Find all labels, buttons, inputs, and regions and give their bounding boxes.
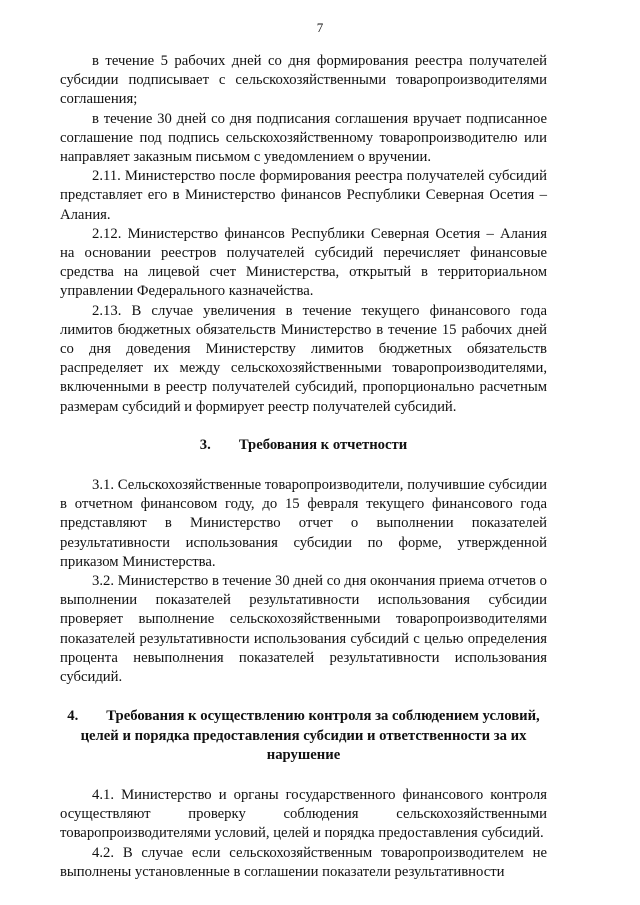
- section-3-number: 3.: [199, 436, 211, 453]
- page-number: 7: [316, 20, 324, 35]
- section-3-title: Требования к отчетности: [238, 436, 408, 453]
- paragraph: 3.2. Министерство в течение 30 дней со дня окончания приема отчетов о выполнении показателей результативности использования субсидии проверяет выполнение сельскохозяйственными товаропроизводителями показателей результативности использования субсидий с целью определения процента невыполнения показателей результативности использования субсидий.: [60, 573, 547, 686]
- section-4-title: Требования к осуществлению контроля за соблюдением условий, целей и порядка предоставления субсидии и ответственности за их нарушение: [80, 708, 540, 763]
- section-4-number: 4.: [67, 708, 79, 725]
- paragraph: 2.12. Министерство финансов Республики Северная Осетия – Алания на основании реестров получателей субсидий перечисляет финансовые средства на лицевой счет Министерства, открытый в территориальном управлении Федерального казначейства.: [60, 225, 547, 300]
- paragraph: 3.1. Сельскохозяйственные товаропроизводители, получившие субсидии в отчетном финансовом году, до 15 февраля текущего финансового года представляют в Министерство отчет о выполнении показателей результативности использования субсидии по форме, утвержденной приказом Министерства.: [60, 477, 547, 570]
- section-4-heading: [60, 707, 547, 765]
- paragraph: 2.13. В случае увеличения в течение текущего финансового года лимитов бюджетных обязательств Министерство в течение 15 рабочих дней со дня доведения Министерству лимитов бюджетных обязательств распределяет их между сельскохозяйственными товаропроизводителями, включенными в реестр получателей субсидий, пропорционально расчетным размерам субсидий и формирует реестр получателей субсидий.: [60, 302, 547, 415]
- paragraph: в течение 5 рабочих дней со дня формирования реестра получателей субсидии подписывает с сельскохозяйственными товаропроизводителями соглашения;: [60, 53, 547, 108]
- section-3-heading: [60, 436, 547, 455]
- paragraph: 4.1. Министерство и органы государственного финансового контроля осуществляют проверку соблюдения сельскохозяйственными товаропроизводителями условий, целей и порядка предоставления субсидий.: [60, 786, 547, 842]
- paragraph: 4.2. В случае если сельскохозяйственным товаропроизводителем не выполнены установленные в соглашении показатели результативности: [60, 844, 547, 880]
- document-body: [60, 52, 547, 882]
- paragraph: в течение 30 дней со дня подписания соглашения вручает подписанное соглашение под подпись сельскохозяйственному товаропроизводителю или направляет заказным письмом с уведомлением о вручении.: [60, 110, 547, 166]
- paragraph: 2.11. Министерство после формирования реестра получателей субсидий представляет его в Министерство финансов Республики Северная Осетия – Алания.: [60, 168, 547, 223]
